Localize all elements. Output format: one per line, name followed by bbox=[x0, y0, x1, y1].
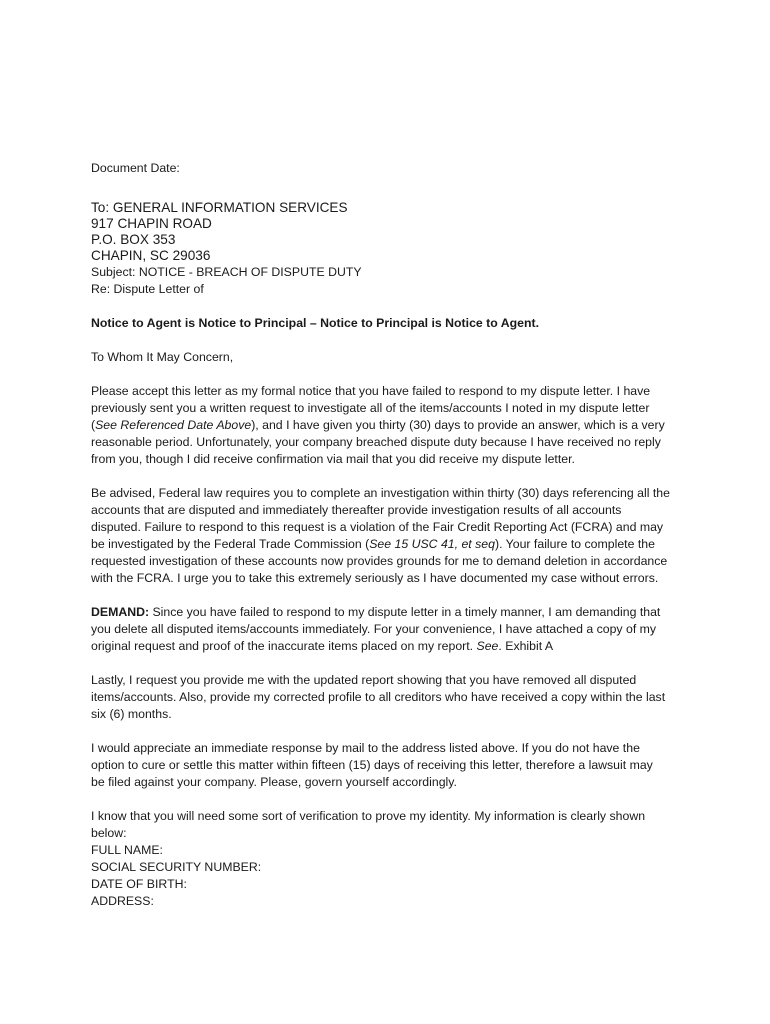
para1-line: from you, though I did receive confirmation via mail that you did receive my dispute letter. bbox=[91, 452, 575, 466]
para1-line: reasonable period. Unfortunately, your company breached dispute duty because I have received no reply bbox=[91, 435, 661, 449]
para3-line: you delete all disputed items/accounts immediately. For your convenience, I have attached a copy of my bbox=[91, 622, 657, 636]
paragraph-updated-report bbox=[91, 672, 691, 723]
recipient-street: 917 CHAPIN ROAD bbox=[91, 216, 212, 231]
document-date-label: Document Date: bbox=[91, 161, 180, 175]
para1-line bbox=[91, 417, 691, 434]
para3-line bbox=[91, 604, 691, 621]
paragraph-demand bbox=[91, 604, 691, 655]
text-fragment: ), and I have given you thirty (30) days to provide an answer, which is a very bbox=[251, 418, 665, 432]
para2-line: disputed. Failure to respond to this request is a violation of the Fair Credit Reporting Act (FCRA) and may bbox=[91, 520, 664, 534]
greeting: To Whom It May Concern, bbox=[91, 350, 234, 364]
address-label: ADDRESS: bbox=[91, 894, 154, 908]
para4-line: Lastly, I request you provide me with the updated report showing that you have removed all disputed bbox=[91, 673, 637, 687]
recipient-address bbox=[91, 200, 691, 264]
para2-line: accounts that are disputed and immediately thereafter provide investigation results of all accounts bbox=[91, 503, 622, 517]
subject-block bbox=[91, 264, 691, 298]
notice-heading: Notice to Agent is Notice to Principal – Notice to Principal is Notice to Agent. bbox=[91, 316, 539, 330]
paragraph-verification bbox=[91, 808, 691, 910]
re-line: Re: Dispute Letter of bbox=[91, 282, 204, 296]
para4-line: six (6) months. bbox=[91, 707, 172, 721]
para2-line bbox=[91, 536, 691, 553]
see-emphasis: See bbox=[476, 639, 499, 653]
text-fragment: ). Your failure to complete the bbox=[494, 537, 655, 551]
subject-line: Subject: NOTICE - BREACH OF DISPUTE DUTY bbox=[91, 265, 362, 279]
para2-line: requested investigation of these accounts now provides grounds for me to demand deletion in accordance bbox=[91, 554, 668, 568]
para5-line: option to cure or settle this matter within fifteen (15) days of receiving this letter, therefore a lawsuit may bbox=[91, 758, 653, 772]
referenced-date-emphasis: See Referenced Date Above bbox=[95, 418, 252, 432]
ssn-label: SOCIAL SECURITY NUMBER: bbox=[91, 860, 262, 874]
para5-line: be filed against your company. Please, govern yourself accordingly. bbox=[91, 775, 457, 789]
para4-line: items/accounts. Also, provide my corrected profile to all creditors who have received a copy within the last bbox=[91, 690, 666, 704]
para1-line: Please accept this letter as my formal notice that you have failed to respond to my dispute letter. I have bbox=[91, 384, 651, 398]
recipient-po-box: P.O. BOX 353 bbox=[91, 232, 176, 247]
demand-label: DEMAND: bbox=[91, 605, 150, 619]
text-fragment: ( bbox=[91, 418, 96, 432]
para6-line: below: bbox=[91, 826, 127, 840]
full-name-label: FULL NAME: bbox=[91, 843, 163, 857]
text-fragment: original request and proof of the inaccurate items placed on my report. bbox=[91, 639, 477, 653]
text-fragment: be investigated by the Federal Trade Commission ( bbox=[91, 537, 370, 551]
usc-citation-emphasis: See 15 USC 41, et seq bbox=[369, 537, 495, 551]
paragraph-failed-response bbox=[91, 383, 691, 468]
paragraph-federal-law bbox=[91, 485, 691, 587]
recipient-name: To: GENERAL INFORMATION SERVICES bbox=[91, 200, 348, 215]
para3-line bbox=[91, 638, 691, 655]
para1-line: previously sent you a written request to investigate all of the items/accounts I noted in my dispute letter bbox=[91, 401, 650, 415]
paragraph-response-request bbox=[91, 740, 691, 791]
text-fragment: Since you have failed to respond to my dispute letter in a timely manner, I am demanding that bbox=[149, 605, 661, 619]
para6-line: I know that you will need some sort of verification to prove my identity. My information is clearly shown bbox=[91, 809, 646, 823]
para5-line: I would appreciate an immediate response by mail to the address listed above. If you do not have the bbox=[91, 741, 640, 755]
para2-line: with the FCRA. I urge you to take this extremely seriously as I have documented my case without errors. bbox=[91, 571, 659, 585]
dob-label: DATE OF BIRTH: bbox=[91, 877, 187, 891]
para2-line: Be advised, Federal law requires you to complete an investigation within thirty (30) days referencing all the bbox=[91, 486, 670, 500]
text-fragment: . Exhibit A bbox=[498, 639, 554, 653]
recipient-city: CHAPIN, SC 29036 bbox=[91, 248, 211, 263]
letter-page bbox=[91, 160, 691, 910]
